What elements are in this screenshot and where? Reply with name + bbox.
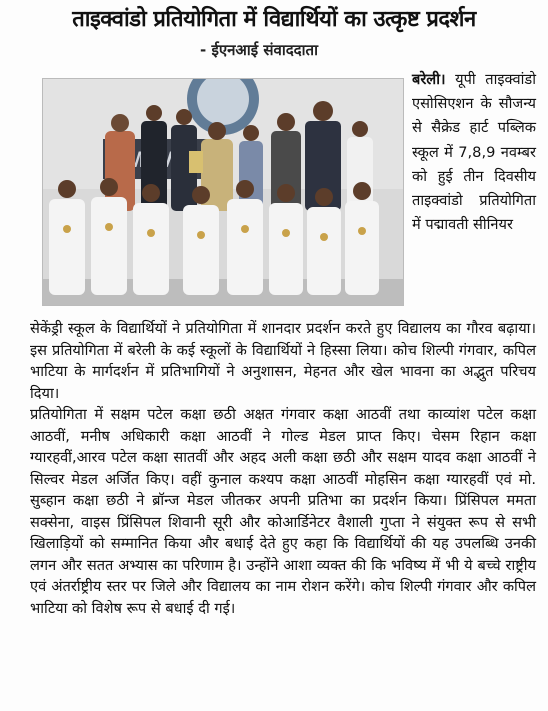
dateline: बरेली।	[412, 71, 446, 88]
side-paragraph: यूपी ताइक्वांडो एसोसिएशन के सौजन्य से सैक्रेड हार्ट पब्लिक स्कूल में 7,8,9 नवम्बर को हुई तीन दिवसीय ताइक्वांडो प्रतियोगिता में पद्मावती सीनियर	[412, 71, 536, 234]
side-column	[412, 68, 536, 237]
paragraph-1: सेकेंड्री स्कूल के विद्यार्थियों ने प्रतियोगिता में शानदार प्रदर्शन करते हुए विद्यालय का गौरव बढ़ाया।इस प्रतियोगिता में बरेली के कई स्कूलों के विद्यार्थियों ने हिस्सा लिया। कोच शिल्पी गंगवार, कपिल भाटिया के मार्गदर्शन में प्रतिभागियों ने अनुशासन, मेहनत और खेल भावना का अद्भुत परिचय दिया।	[30, 320, 536, 402]
headline: ताइक्वांडो प्रतियोगिता में विद्यार्थियों का उत्कृष्ट प्रदर्शन	[72, 7, 476, 32]
article-body	[30, 318, 536, 619]
group-photo-illustration	[43, 79, 403, 305]
paragraph-2: प्रतियोगिता में सक्षम पटेल कक्षा छठी अक्षत गंगवार कक्षा आठवीं तथा काव्यांश पटेल कक्षा आठवीं, मनीष अधिकारी कक्षा आठवीं ने गोल्ड मेडल प्राप्त किए। चेसम रिहान कक्षा ग्यारहवीं,आरव पटेल कक्षा सातवीं और अहद अली कक्षा छठी और सक्षम यादव कक्षा आठवीं ने सिल्वर मेडल अर्जित किए। वहीं कुनाल कश्यप कक्षा आठवीं मोहसिन कक्षा ग्यारहवीं एवं मो. सुब्हान कक्षा छठी ने ब्रॉन्ज मेडल जीतकर अपनी प्रतिभा का प्रदर्शन किया। प्रिंसिपल ममता सक्सेना, वाइस प्रिंसिपल शिवानी सूरी और कोआर्डिनेटर वैशाली गुप्ता ने संयुक्त रूप से सभी खिलाड़ियों को सम्मानित किया और बधाई देते हुए कहा कि विद्यार्थियों की यह उपलब्धि उनकी लगन और सतत अभ्यास का परिणाम है। उन्होंने आशा व्यक्त की कि भविष्य में भी ये बच्चे राष्ट्रीय एवं अंतर्राष्ट्रीय स्तर पर जिले और विद्यालय का नाम रोशन करेंगे। कोच शिल्पी गंगवार और कपिल भाटिया को विशेष रूप से बधाई दी गई।	[30, 406, 536, 617]
byline: - ईएनआई संवाददाता	[200, 41, 318, 59]
group-photo	[42, 78, 404, 306]
